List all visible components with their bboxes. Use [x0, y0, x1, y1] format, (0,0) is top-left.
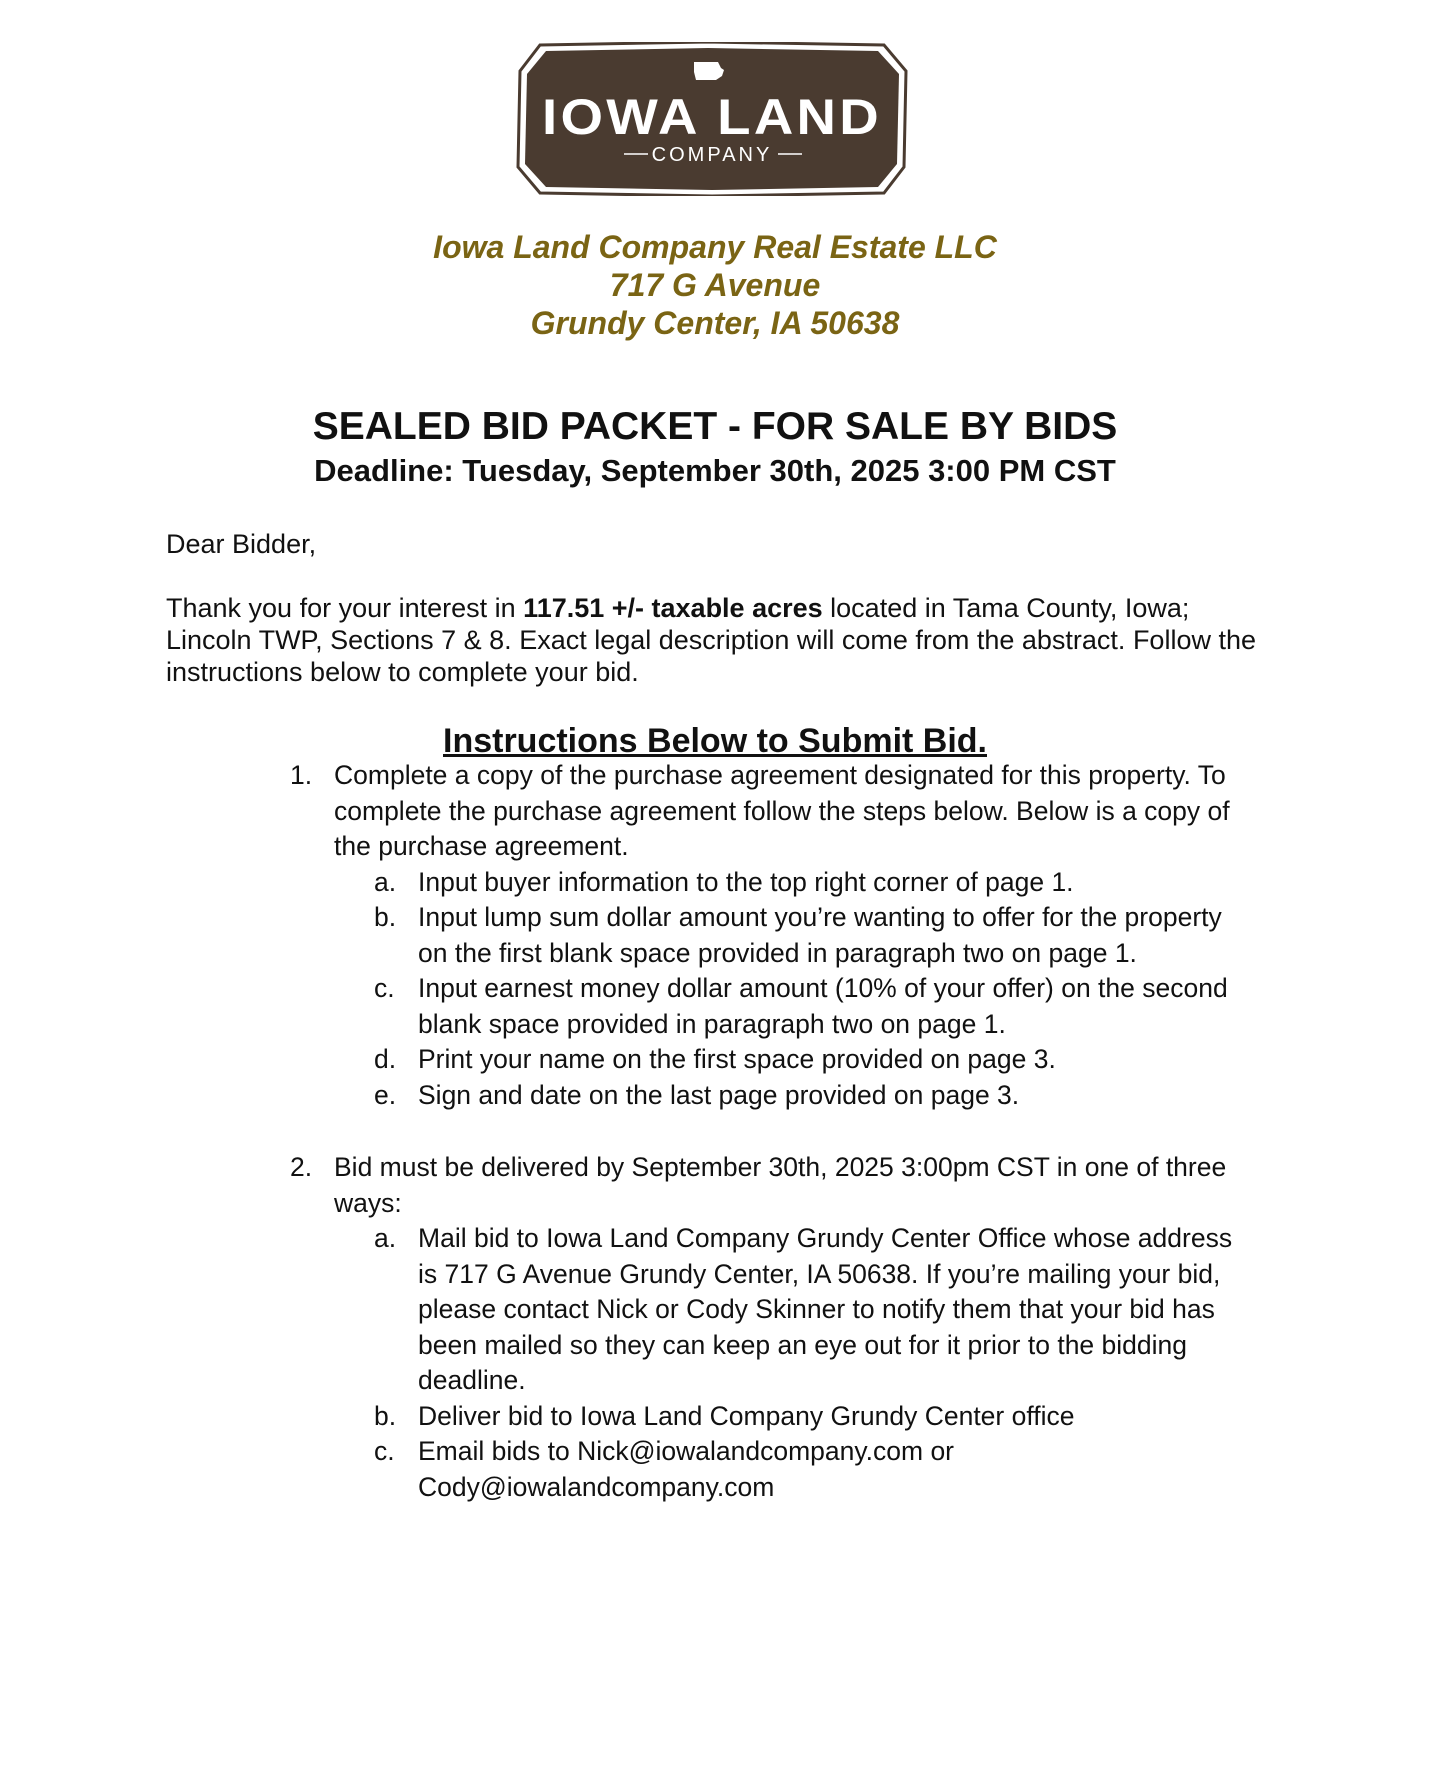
substep-item — [290, 971, 1250, 1042]
substep-letter: a. — [374, 1223, 397, 1253]
step-number: 1. — [290, 760, 313, 790]
substep-letter: c. — [374, 1436, 395, 1466]
step-text: Complete a copy of the purchase agreement designated for this property. To complete the purchase agreement follow the steps below. Below is a copy of the purchase agreement. — [334, 760, 1230, 861]
logo-subtitle: COMPANY — [651, 144, 773, 166]
acreage-highlight: 117.51 +/- taxable acres — [523, 593, 823, 623]
substep-item — [290, 1399, 1250, 1435]
substep-letter: a. — [374, 866, 397, 897]
company-name: Iowa Land Company Real Estate LLC — [433, 229, 997, 265]
substep-item — [290, 1434, 1250, 1505]
iowa-land-company-logo — [516, 42, 908, 196]
substep-text: Input earnest money dollar amount (10% of your offer) on the second blank space provided in paragraph two on page 1. — [418, 973, 1228, 1039]
substep-text: Input lump sum dollar amount you’re wanting to offer for the property on the first blank space provided in paragraph two on page 1. — [418, 902, 1222, 968]
intro-text-before: Thank you for your interest in — [166, 593, 524, 623]
step-item — [290, 758, 1250, 865]
deadline-subtitle: Deadline: Tuesday, September 30th, 2025 3:00 PM CST — [314, 453, 1116, 488]
substep-item — [290, 1042, 1250, 1078]
intro-paragraph — [166, 592, 1266, 688]
logo-wordmark: IOWA LAND — [542, 89, 882, 145]
step-number: 2. — [290, 1152, 313, 1182]
substep-letter: c. — [374, 973, 395, 1003]
step-1 — [290, 758, 1250, 1113]
company-city: Grundy Center, IA 50638 — [530, 305, 900, 341]
substep-item — [290, 900, 1250, 971]
company-street: 717 G Avenue — [609, 267, 821, 303]
substep-letter: b. — [374, 1400, 397, 1431]
substep-item — [290, 1078, 1250, 1114]
substep-text: Input buyer information to the top right corner of page 1. — [418, 866, 1074, 897]
substep-text: Email bids to Nick@iowalandcompany.com or Cody@iowalandcompany.com — [418, 1436, 955, 1502]
step-item — [290, 1150, 1250, 1221]
substep-item — [290, 1221, 1250, 1399]
step-text: Bid must be delivered by September 30th, 2025 3:00pm CST in one of three ways: — [334, 1152, 1227, 1218]
substep-letter: b. — [374, 902, 397, 932]
intro-text-after: located in Tama County, Iowa; Lincoln TWP, Sections 7 & 8. Exact legal description will come from the abstract. Follow the instructions below to complete your bid. — [166, 593, 1256, 687]
page-title: SEALED BID PACKET - FOR SALE BY BIDS — [312, 405, 1118, 448]
company-address-block — [0, 228, 1430, 342]
substep-item — [290, 865, 1250, 901]
salutation: Dear Bidder, — [166, 529, 317, 559]
substep-letter: e. — [374, 1079, 397, 1110]
substep-text: Print your name on the first space provided on page 3. — [418, 1044, 1056, 1074]
step-2 — [290, 1150, 1250, 1505]
substep-text: Sign and date on the last page provided on page 3. — [418, 1079, 1020, 1110]
instructions-heading: Instructions Below to Submit Bid. — [443, 722, 987, 760]
substep-letter: d. — [374, 1044, 397, 1074]
substep-text: Mail bid to Iowa Land Company Grundy Center Office whose address is 717 G Avenue Grundy Center, IA 50638. If you’re mailing your bid, please contact Nick or Cody Skinner to notify them that your bid has been mailed so they can keep an eye out for it prior to the bidding deadline. — [418, 1223, 1233, 1395]
substep-text: Deliver bid to Iowa Land Company Grundy Center office — [418, 1400, 1075, 1431]
